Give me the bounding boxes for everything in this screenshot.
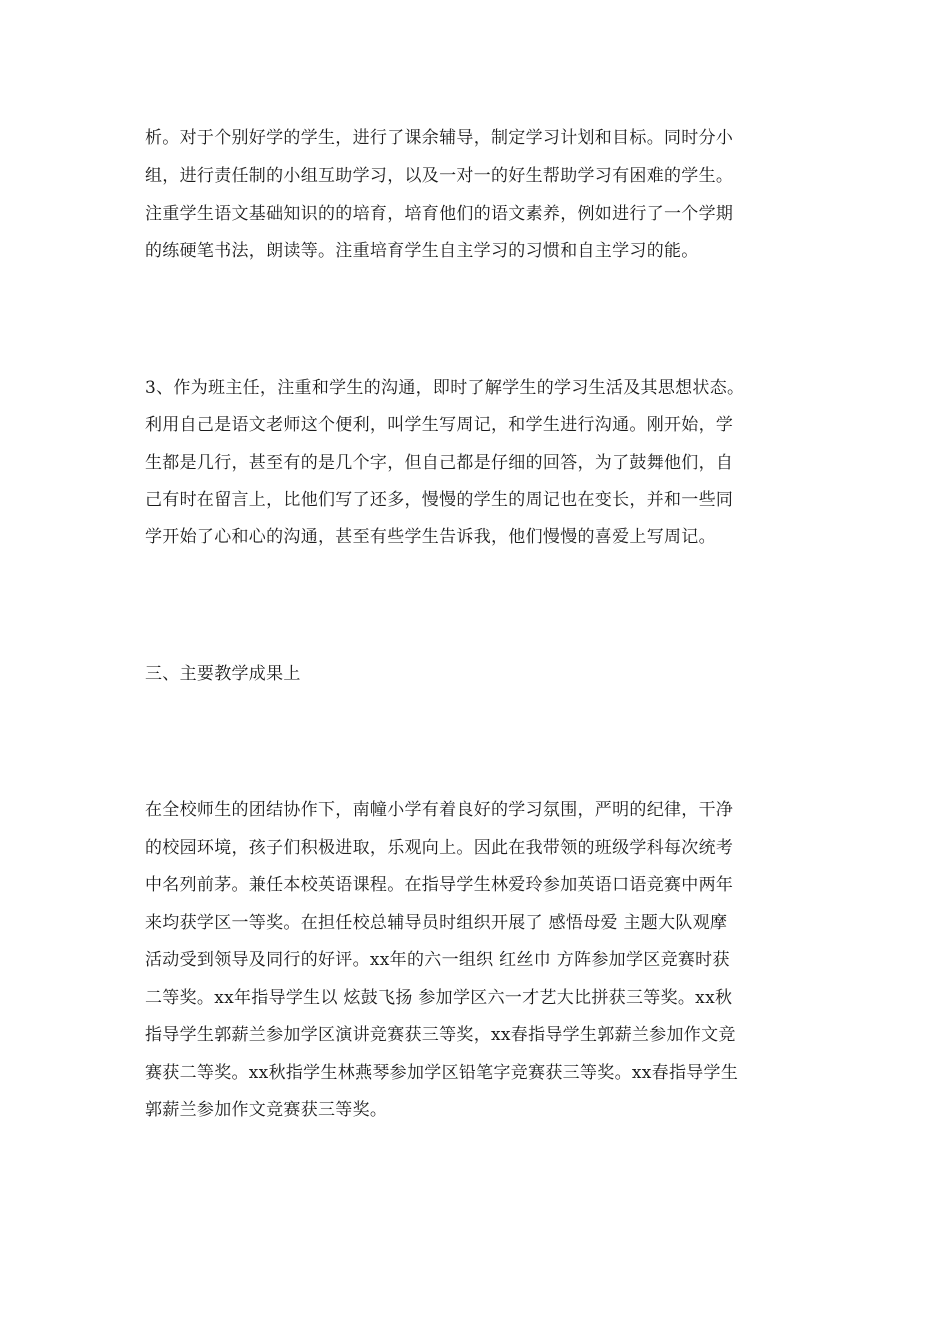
paragraph-line: 己有时在留言上，比他们写了还多，慢慢的学生的周记也在变长，并和一些同 — [145, 490, 734, 510]
paragraph-line: 学开始了心和心的沟通，甚至有些学生告诉我，他们慢慢的喜爱上写周记。 — [145, 527, 716, 547]
paragraph-line: 来均获学区一等奖。在担任校总辅导员时组织开展了 感悟母爱 主题大队观摩 — [145, 913, 728, 933]
paragraph-line: 赛获二等奖。xx秋指学生林燕琴参加学区铅笔字竞赛获三等奖。xx春指导学生 — [145, 1063, 739, 1083]
paragraph-line: 在全校师生的团结协作下，南幢小学有着良好的学习氛围，严明的纪律，干净 — [145, 800, 734, 820]
paragraph-line: 的练硬笔书法，朗读等。注重培育学生自主学习的习惯和自主学习的能。 — [145, 241, 699, 261]
paragraph-line: 3、作为班主任，注重和学生的沟通，即时了解学生的学习生活及其思想状态。 — [145, 378, 745, 398]
paragraph-line: 生都是几行，甚至有的是几个字，但自己都是仔细的回答，为了鼓舞他们，自 — [145, 453, 734, 473]
paragraph-line: 组，进行责任制的小组互助学习，以及一对一的好生帮助学习有困难的学生。 — [145, 166, 734, 186]
section-heading: 三、主要教学成果上 — [145, 664, 301, 684]
paragraph-line: 二等奖。xx年指导学生以 炫鼓飞扬 参加学区六一才艺大比拼获三等奖。xx秋 — [145, 988, 733, 1008]
paragraph-line: 注重学生语文基础知识的的培育，培育他们的语文素养，例如进行了一个学期 — [145, 204, 734, 224]
paragraph-line: 利用自己是语文老师这个便利，叫学生写周记，和学生进行沟通。刚开始，学 — [145, 415, 734, 435]
paragraph-line: 析。对于个别好学的学生，进行了课余辅导，制定学习计划和目标。同时分小 — [145, 128, 734, 148]
paragraph-line: 的校园环境，孩子们积极进取，乐观向上。因此在我带领的班级学科每次统考 — [145, 838, 734, 858]
paragraph-line: 中名列前茅。兼任本校英语课程。在指导学生林爱玲参加英语口语竞赛中两年 — [145, 875, 734, 895]
paragraph-line: 活动受到领导及同行的好评。xx年的六一组织 红丝巾 方阵参加学区竞赛时获 — [145, 950, 730, 970]
paragraph-line: 指导学生郭薪兰参加学区演讲竞赛获三等奖，xx春指导学生郭薪兰参加作文竞 — [145, 1025, 736, 1045]
paragraph-line: 郭薪兰参加作文竞赛获三等奖。 — [145, 1100, 388, 1120]
